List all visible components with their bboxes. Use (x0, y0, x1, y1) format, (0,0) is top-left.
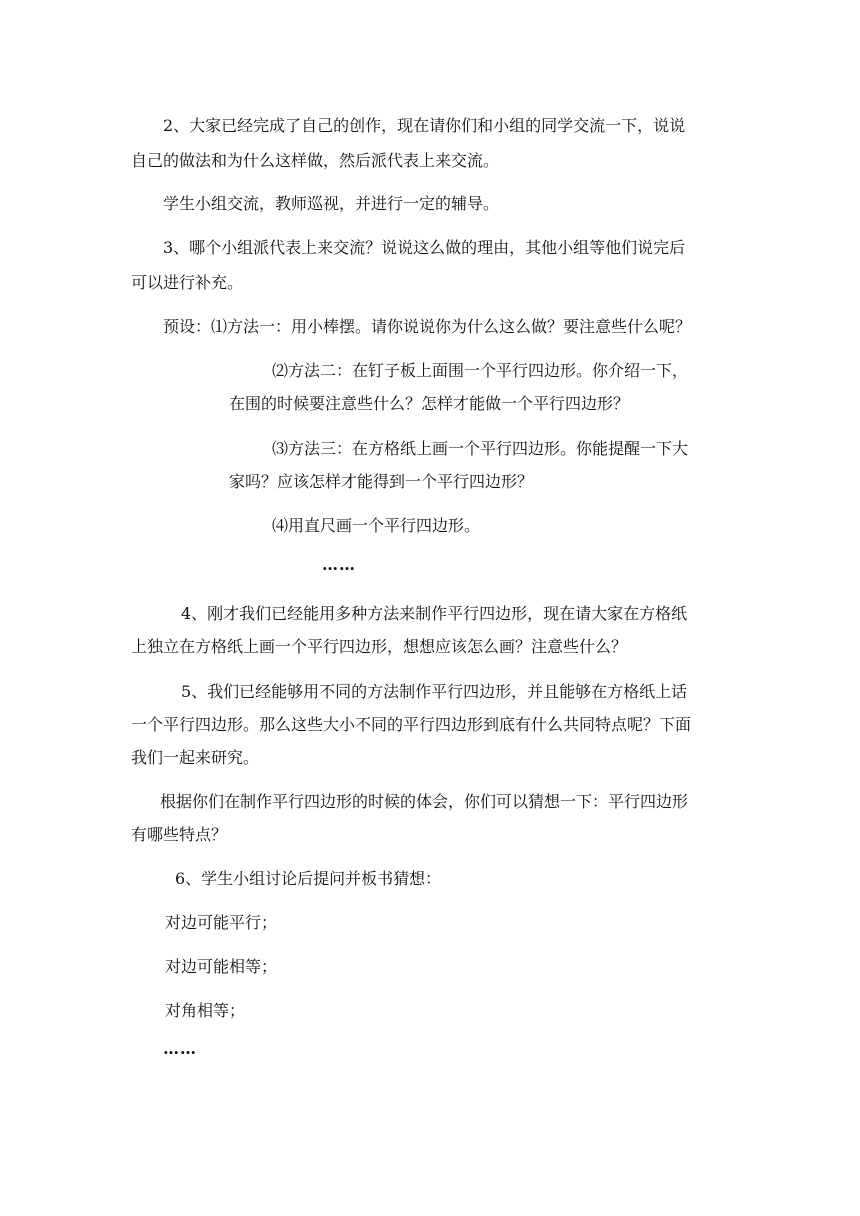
preset-method-3-line-1: ⑶方法三：在方格纸上画一个平行四边形。你能提醒一下大 (272, 439, 689, 458)
paragraph-guess-line-2: 有哪些特点？ (131, 825, 228, 844)
paragraph-4-line-2: 上独立在方格纸上画一个平行四边形，想想应该怎么画？注意些什么？ (131, 637, 628, 656)
ellipsis-1: …… (322, 555, 356, 574)
paragraph-4-line-1: 4、刚才我们已经能用多种方法来制作平行四边形，现在请大家在方格纸 (181, 604, 688, 623)
paragraph-5-line-3: 我们一起来研究。 (131, 748, 260, 767)
paragraph-5-line-1: 5、我们已经能够用不同的方法制作平行四边形，并且能够在方格纸上话 (181, 682, 688, 701)
paragraph-6: 6、学生小组讨论后提问并板书猜想： (175, 869, 442, 888)
preset-method-2-line-1: ⑵方法二：在钉子板上面围一个平行四边形。你介绍一下， (272, 361, 689, 380)
paragraph-group-exchange: 学生小组交流，教师巡视，并进行一定的辅导。 (163, 194, 500, 213)
preset-method-4: ⑷用直尺画一个平行四边形。 (272, 516, 481, 535)
preset-method-3-line-2: 家吗？应该怎样才能得到一个平行四边形？ (229, 472, 534, 491)
paragraph-2-line-2: 自己的做法和为什么这样做，然后派代表上来交流。 (131, 151, 500, 170)
preset-method-1: 预设：⑴方法一：用小棒摆。请你说说你为什么这么做？要注意些什么呢？ (163, 317, 692, 336)
conjecture-3: 对角相等； (165, 1001, 246, 1020)
paragraph-3-line-2: 可以进行补充。 (131, 273, 244, 292)
paragraph-guess-line-1: 根据你们在制作平行四边形的时候的体会，你们可以猜想一下：平行四边形 (160, 792, 689, 811)
ellipsis-2: …… (163, 1039, 197, 1058)
paragraph-3-line-1: 3、哪个小组派代表上来交流？说说这么做的理由，其他小组等他们说完后 (163, 238, 686, 257)
paragraph-5-line-2: 一个平行四边形。那么这些大小不同的平行四边形到底有什么共同特点呢？下面 (131, 715, 692, 734)
conjecture-1: 对边可能平行； (165, 913, 278, 932)
paragraph-2-line-1: 2、大家已经完成了自己的创作，现在请你们和小组的同学交流一下，说说 (163, 116, 686, 135)
conjecture-2: 对边可能相等； (165, 957, 278, 976)
preset-method-2-line-2: 在围的时候要注意些什么？怎样才能做一个平行四边形？ (229, 394, 630, 413)
